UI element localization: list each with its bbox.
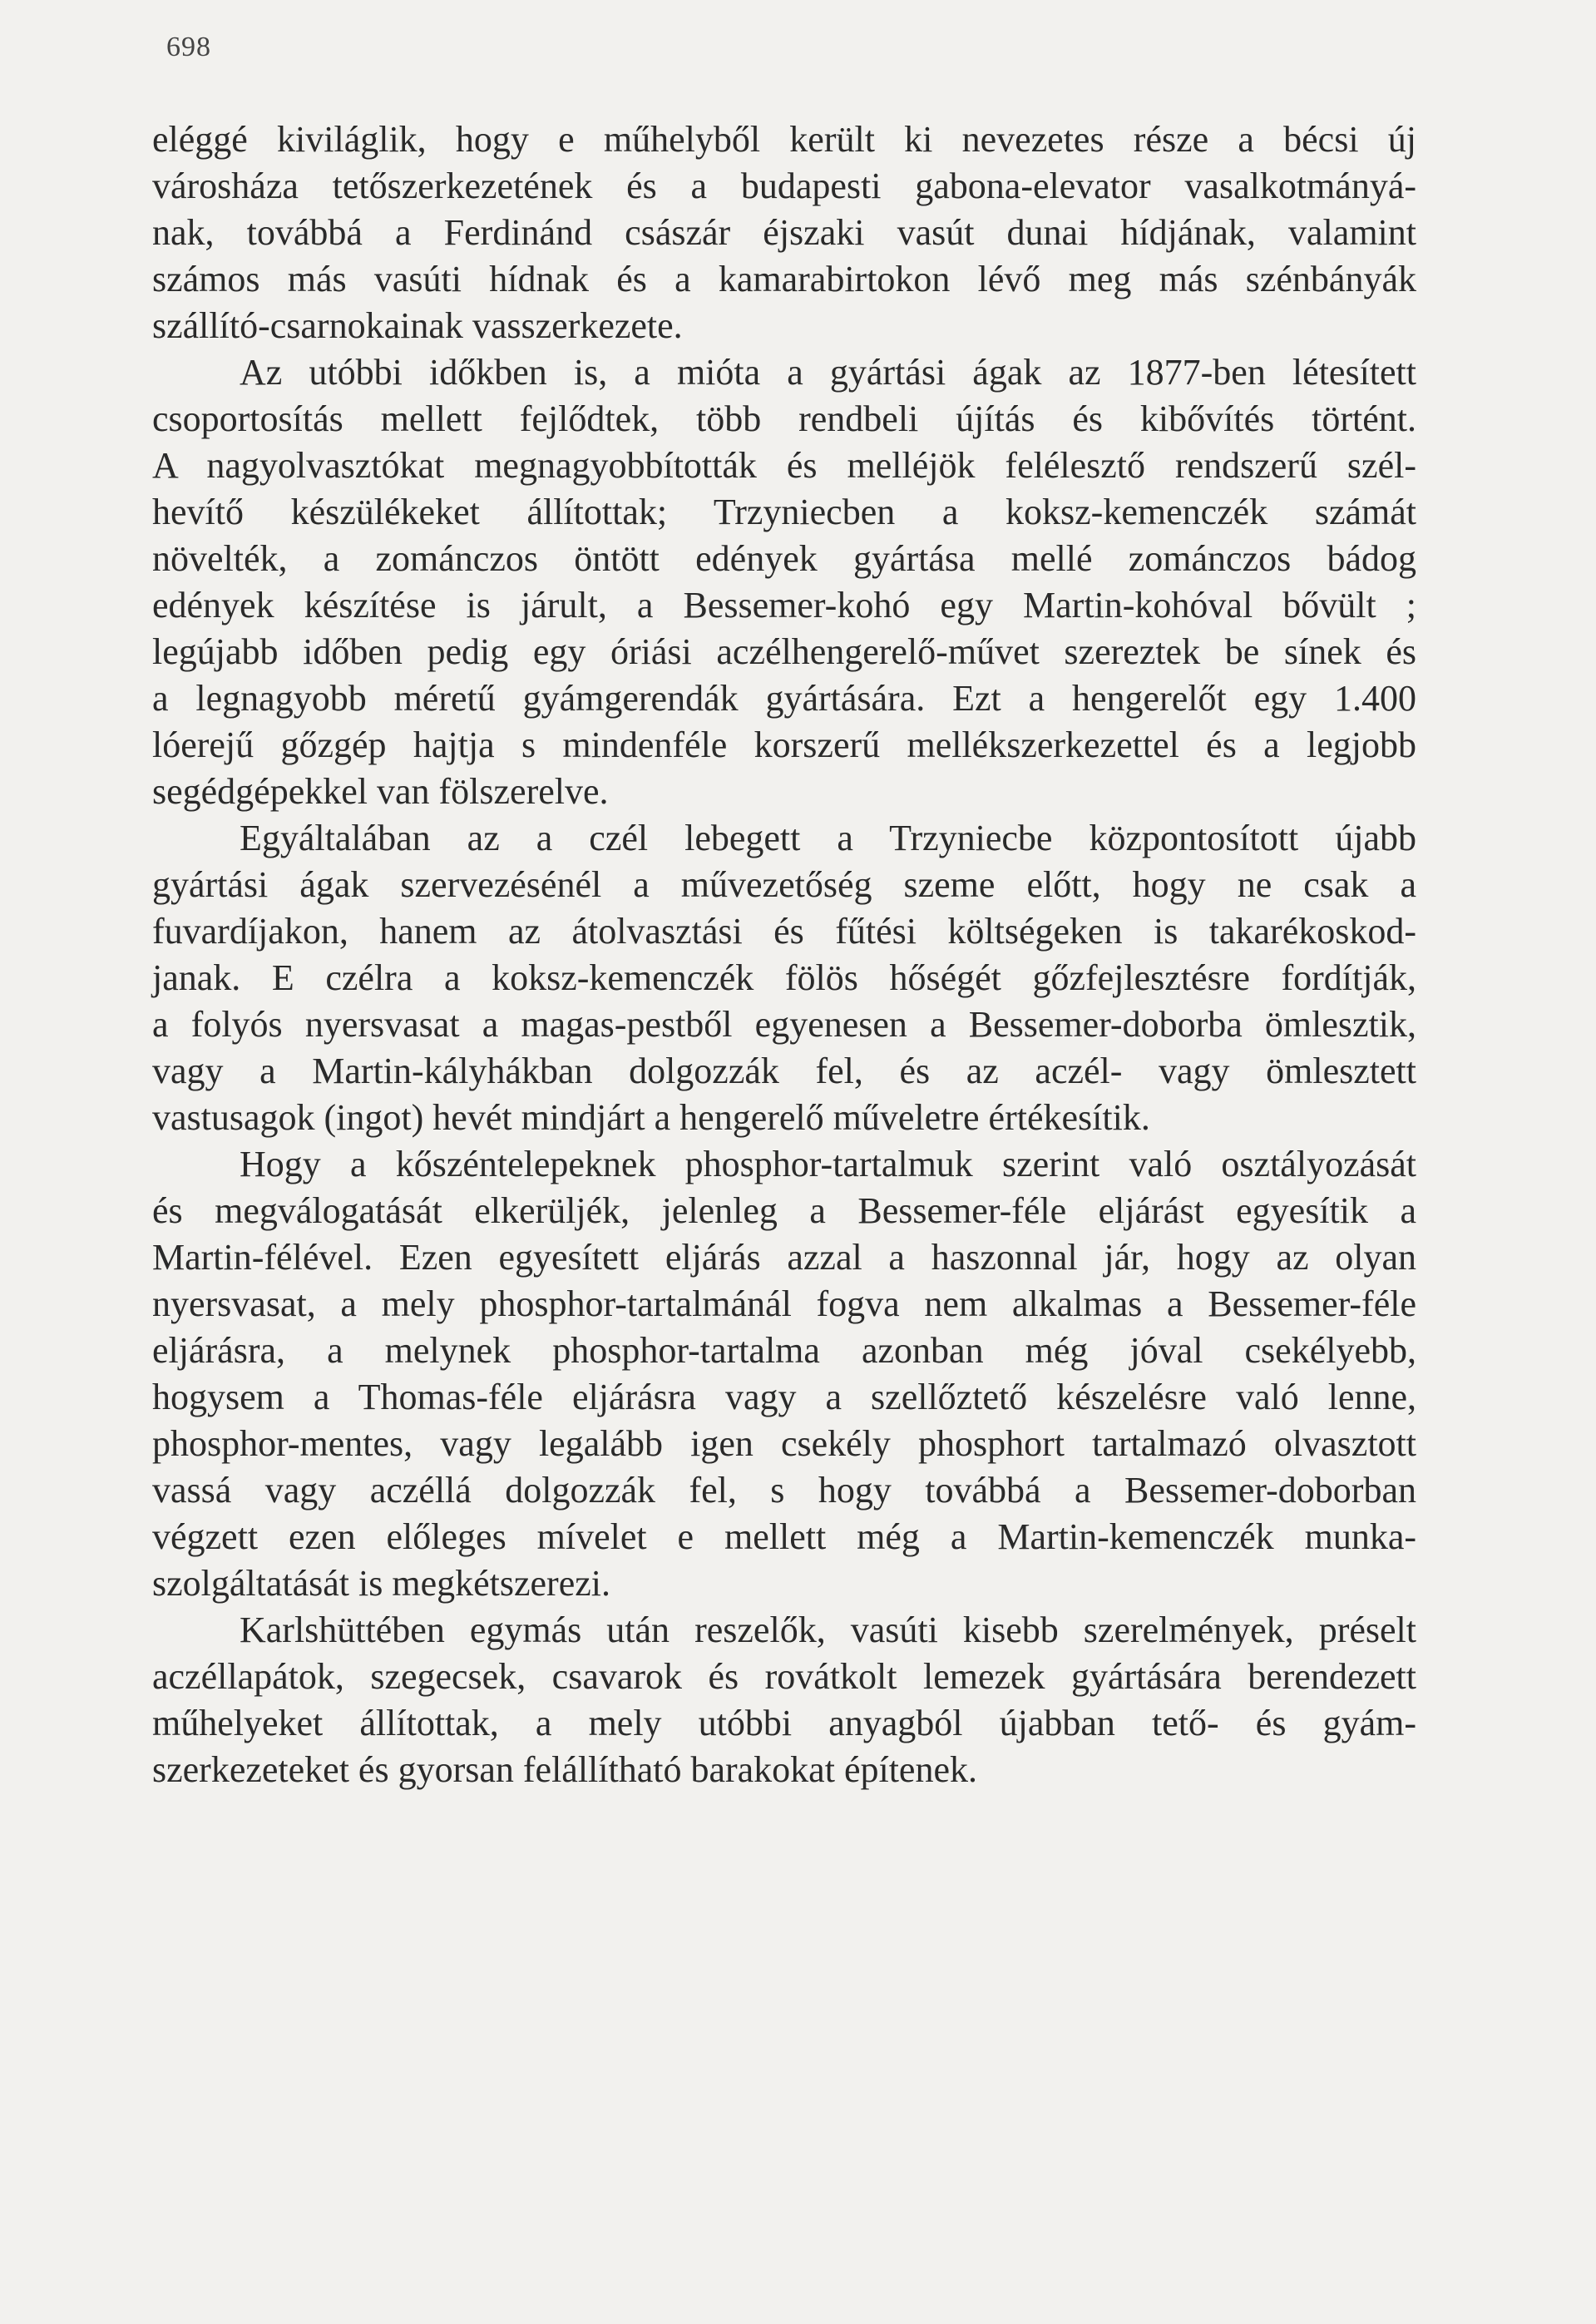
text-line: A nagyolvasztókat megnagyobbították és melléjök felélesztő rendszerű szél- — [152, 445, 1416, 486]
text-line: városháza tetőszerkezetének és a budapesti gabona-elevator vasalkotmányá- — [152, 166, 1416, 206]
text-line: eljárásra, a melynek phosphor-tartalma azonban még jóval csekélyebb, — [152, 1330, 1416, 1371]
text-line: a folyós nyersvasat a magas-pestből egyenesen a Bessemer-doborba ömlesztik, — [152, 1004, 1416, 1045]
text-line: edények készítése is járult, a Bessemer-kohó egy Martin-kohóval bővült ; — [152, 585, 1416, 626]
paragraph — [152, 1141, 1416, 1607]
text-line: szolgáltatását is megkétszerezi. — [152, 1563, 610, 1604]
text-line: segédgépekkel van fölszerelve. — [152, 771, 609, 812]
text-line: fuvardíjakon, hanem az átolvasztási és fűtési költségeken is takarékoskod- — [152, 911, 1416, 952]
text-line: legújabb időben pedig egy óriási aczélhengerelő-művet szereztek be sínek és — [152, 631, 1416, 672]
text-line: vassá vagy aczéllá dolgozzák fel, s hogy továbbá a Bessemer-doborban — [152, 1470, 1416, 1511]
text-line: csoportosítás mellett fejlődtek, több rendbeli újítás és kibővítés történt. — [152, 398, 1416, 439]
text-line: vastusagok (ingot) hevét mindjárt a hengerelő műveletre értékesítik. — [152, 1097, 1150, 1138]
text-line: phosphor-mentes, vagy legalább igen csekély phosphort tartalmazó olvasztott — [152, 1423, 1416, 1464]
page-number: 698 — [166, 32, 211, 62]
text-line: és megválogatását elkerüljék, jelenleg a Bessemer-féle eljárást egyesítik a — [152, 1190, 1416, 1231]
text-line: eléggé kiviláglik, hogy e műhelyből került ki nevezetes része a bécsi új — [152, 119, 1416, 160]
text-line: végzett ezen előleges mívelet e mellett még a Martin-kemenczék munka- — [152, 1516, 1416, 1557]
text-line: műhelyeket állítottak, a mely utóbbi anyagból újabban tető- és gyám- — [152, 1703, 1416, 1743]
text-line: szállító-csarnokainak vasszerkezete. — [152, 305, 683, 346]
text-line: Hogy a kőszéntelepeknek phosphor-tartalmuk szerint való osztályozását — [240, 1144, 1416, 1184]
paragraph — [152, 815, 1416, 1141]
text-line: lóerejű gőzgép hajtja s mindenféle korszerű mellékszerkezettel és a legjobb — [152, 724, 1416, 765]
paragraph — [152, 116, 1416, 349]
paragraph — [152, 1607, 1416, 1793]
text-line: Martin-félével. Ezen egyesített eljárás azzal a haszonnal jár, hogy az olyan — [152, 1237, 1416, 1278]
paragraph — [152, 349, 1416, 815]
text-line: növelték, a zománczos öntött edények gyártása mellé zománczos bádog — [152, 538, 1416, 579]
text-line: vagy a Martin-kályhákban dolgozzák fel, és az aczél- vagy ömlesztett — [152, 1051, 1416, 1091]
body-text — [152, 116, 1416, 1793]
text-line: Az utóbbi időkben is, a mióta a gyártási ágak az 1877-ben létesített — [240, 352, 1416, 393]
text-line: Karlshüttében egymás után reszelők, vasúti kisebb szerelmények, préselt — [240, 1609, 1416, 1650]
text-line: gyártási ágak szervezésénél a művezetőség szeme előtt, hogy ne csak a — [152, 864, 1416, 905]
text-line: szerkezeteket és gyorsan felállítható barakokat építenek. — [152, 1749, 977, 1790]
text-line: nak, továbbá a Ferdinánd császár éjszaki vasút dunai hídjának, valamint — [152, 212, 1416, 253]
text-line: számos más vasúti hídnak és a kamarabirtokon lévő meg más szénbányák — [152, 259, 1416, 299]
text-line: hevítő készülékeket állítottak; Trzyniecben a koksz-kemenczék számát — [152, 492, 1416, 532]
text-line: janak. E czélra a koksz-kemenczék fölös hőségét gőzfejlesztésre fordítják, — [152, 957, 1416, 998]
text-line: a legnagyobb méretű gyámgerendák gyártására. Ezt a hengerelőt egy 1.400 — [152, 678, 1416, 719]
text-line: nyersvasat, a mely phosphor-tartalmánál fogva nem alkalmas a Bessemer-féle — [152, 1283, 1416, 1324]
text-line: aczéllapátok, szegecsek, csavarok és rovátkolt lemezek gyártására berendezett — [152, 1656, 1416, 1697]
text-line: Egyáltalában az a czél lebegett a Trzyniecbe központosított újabb — [240, 818, 1416, 858]
text-line: hogysem a Thomas-féle eljárásra vagy a szellőztető készelésre való lenne, — [152, 1377, 1416, 1417]
